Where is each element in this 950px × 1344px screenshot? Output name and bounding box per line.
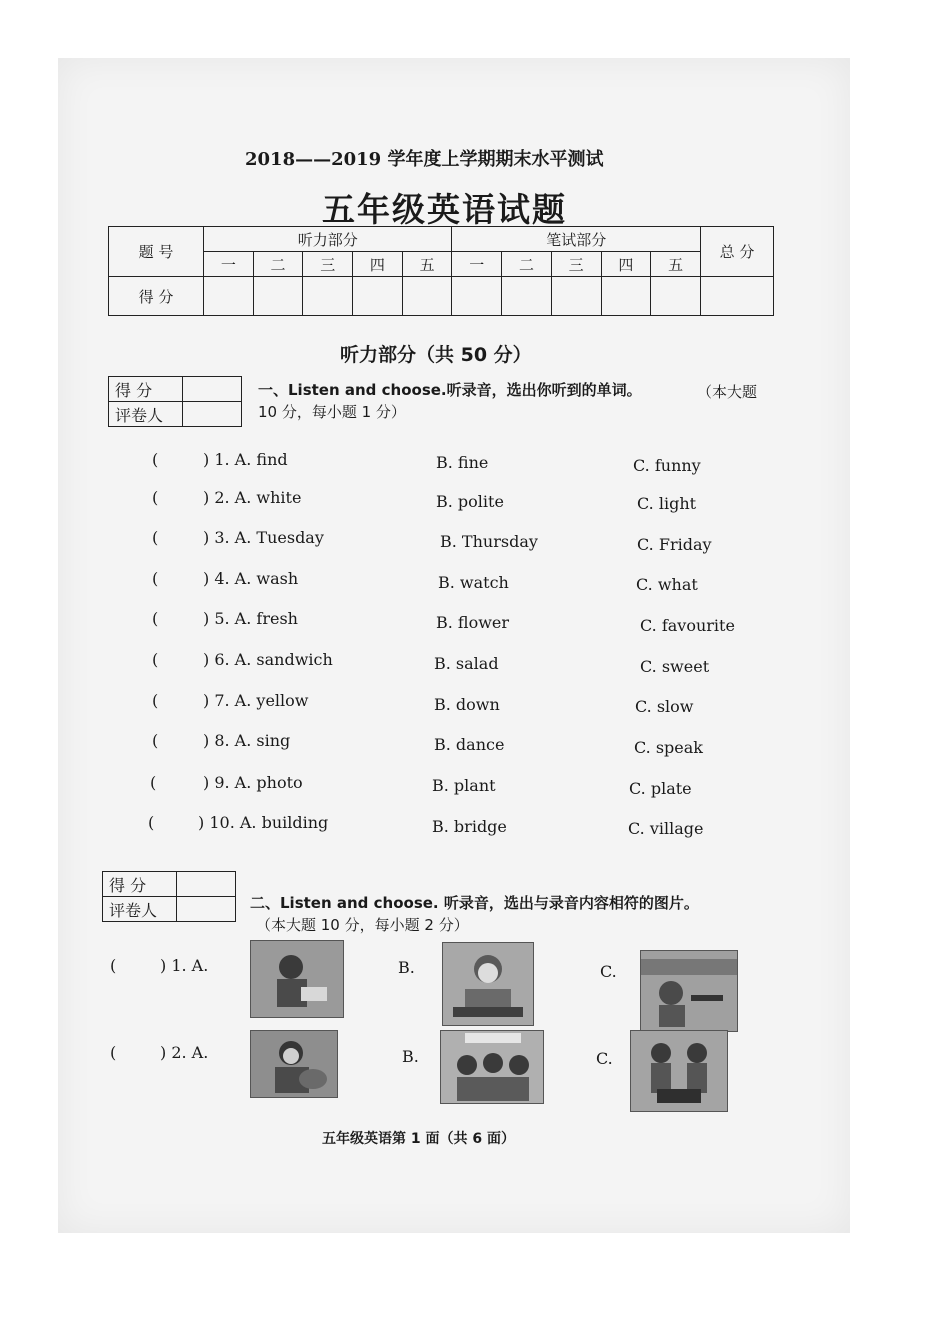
question-option-a: ) 1. A. find — [203, 450, 288, 469]
score-cell[interactable] — [502, 277, 552, 316]
question-option-a: ) 2. A. white — [203, 488, 302, 507]
score-cell[interactable] — [204, 277, 254, 316]
question-option-c: C. light — [637, 494, 697, 513]
score-cell[interactable] — [303, 277, 353, 316]
part2-note: （本大题 10 分，每小题 2 分） — [256, 916, 469, 934]
question-option-c: C. slow — [635, 697, 694, 716]
question-option-a: ) 8. A. sing — [203, 731, 291, 750]
part2-scorebox — [102, 871, 236, 922]
part1-title: 一、Listen and choose.听录音，选出你听到的单词。 — [258, 381, 642, 399]
question-option-b: B. fine — [436, 453, 489, 472]
question-option-b: B. polite — [436, 492, 504, 511]
question-option-c: C. what — [636, 575, 698, 594]
question-option-c: C. sweet — [640, 657, 710, 676]
score-table-col: 四 — [601, 252, 651, 277]
scorebox-score-cell[interactable] — [183, 377, 242, 402]
boy-reading-illustration — [251, 941, 343, 1017]
question-option-b: B. watch — [438, 573, 509, 592]
score-table-col: 一 — [452, 252, 502, 277]
question-option-c: C. plate — [629, 779, 692, 798]
answer-paren[interactable]: ( — [150, 773, 157, 792]
child-playing-illustration — [251, 1031, 337, 1097]
scorebox-grader-label: 评卷人 — [103, 897, 177, 922]
boy-writing-illustration — [443, 943, 533, 1025]
score-cell-total[interactable] — [701, 277, 774, 316]
scorebox-grader-cell[interactable] — [177, 897, 236, 922]
part1-note-b: 10 分，每小题 1 分） — [258, 403, 406, 421]
question-option-b: B. plant — [432, 776, 496, 795]
answer-paren[interactable]: ( — [152, 569, 159, 588]
question-option-a: ) 7. A. yellow — [203, 691, 309, 710]
exam-year-title: 2018——2019 学年度上学期期末水平测试 — [245, 149, 604, 170]
answer-paren[interactable]: ( — [152, 609, 159, 628]
score-table — [108, 226, 774, 316]
answer-paren[interactable]: ( — [110, 1043, 117, 1062]
picture-option-b — [440, 1030, 544, 1104]
score-cell[interactable] — [452, 277, 502, 316]
question-option-c: C. speak — [634, 738, 703, 757]
scorebox-grader-label: 评卷人 — [109, 402, 183, 427]
boy-music-illustration — [641, 951, 737, 1031]
children-game-illustration — [631, 1031, 727, 1111]
score-table-col: 一 — [204, 252, 254, 277]
answer-paren[interactable]: ( — [152, 450, 159, 469]
answer-paren[interactable]: ( — [152, 528, 159, 547]
score-table-total: 总 分 — [701, 227, 774, 277]
picture-question-2: ) 2. A. — [160, 1043, 209, 1062]
question-option-c: C. funny — [633, 456, 701, 475]
picture-option-b — [442, 942, 534, 1026]
answer-paren[interactable]: ( — [152, 731, 159, 750]
question-option-b: B. salad — [434, 654, 499, 673]
picture-option-a — [250, 940, 344, 1018]
score-table-col: 四 — [353, 252, 403, 277]
scorebox-grader-cell[interactable] — [183, 402, 242, 427]
score-table-col: 五 — [402, 252, 452, 277]
score-table-col: 二 — [502, 252, 552, 277]
score-table-col: 三 — [303, 252, 353, 277]
question-option-a: ) 6. A. sandwich — [203, 650, 333, 669]
score-table-number-label: 题 号 — [109, 227, 204, 277]
scorebox-score-label: 得 分 — [103, 872, 177, 897]
question-option-a: ) 9. A. photo — [203, 773, 303, 792]
children-group-illustration — [441, 1031, 543, 1103]
question-option-c: C. favourite — [640, 616, 735, 635]
answer-paren[interactable]: ( — [152, 691, 159, 710]
part1-note-a: （本大题 — [697, 383, 758, 401]
question-option-c: C. Friday — [637, 535, 712, 554]
score-cell[interactable] — [353, 277, 403, 316]
score-row-label: 得 分 — [109, 277, 204, 316]
picture-option-b-label: B. — [402, 1047, 419, 1066]
picture-option-a — [250, 1030, 338, 1098]
question-option-b: B. Thursday — [440, 532, 538, 551]
score-table-writing: 笔试部分 — [452, 227, 701, 252]
question-option-a: ) 10. A. building — [198, 813, 329, 832]
answer-paren[interactable]: ( — [152, 488, 159, 507]
score-cell[interactable] — [402, 277, 452, 316]
listening-section-title: 听力部分（共 50 分） — [340, 344, 532, 366]
score-cell[interactable] — [253, 277, 303, 316]
scorebox-score-cell[interactable] — [177, 872, 236, 897]
picture-option-c — [630, 1030, 728, 1112]
picture-question-1: ) 1. A. — [160, 956, 209, 975]
part2-title: 二、Listen and choose. 听录音，选出与录音内容相符的图片。 — [250, 894, 699, 912]
question-option-c: C. village — [628, 819, 704, 838]
question-option-b: B. dance — [434, 735, 505, 754]
score-table-col: 二 — [253, 252, 303, 277]
score-cell[interactable] — [651, 277, 701, 316]
question-option-b: B. bridge — [432, 817, 507, 836]
answer-paren[interactable]: ( — [110, 956, 117, 975]
answer-paren[interactable]: ( — [148, 813, 155, 832]
question-option-a: ) 3. A. Tuesday — [203, 528, 324, 547]
question-option-a: ) 5. A. fresh — [203, 609, 298, 628]
picture-option-b-label: B. — [398, 958, 415, 977]
picture-option-c — [640, 950, 738, 1032]
question-option-b: B. flower — [436, 613, 510, 632]
exam-main-title: 五年级英语试题 — [322, 190, 567, 229]
score-table-col: 三 — [551, 252, 601, 277]
page-footer: 五年级英语第 1 面（共 6 面） — [322, 1131, 515, 1147]
score-table-col: 五 — [651, 252, 701, 277]
picture-option-c-label: C. — [596, 1049, 613, 1068]
question-option-b: B. down — [434, 695, 500, 714]
score-cell[interactable] — [551, 277, 601, 316]
picture-option-c-label: C. — [600, 962, 617, 981]
question-option-a: ) 4. A. wash — [203, 569, 299, 588]
scorebox-score-label: 得 分 — [109, 377, 183, 402]
answer-paren[interactable]: ( — [152, 650, 159, 669]
score-table-listening: 听力部分 — [204, 227, 452, 252]
part1-scorebox — [108, 376, 242, 427]
score-cell[interactable] — [601, 277, 651, 316]
